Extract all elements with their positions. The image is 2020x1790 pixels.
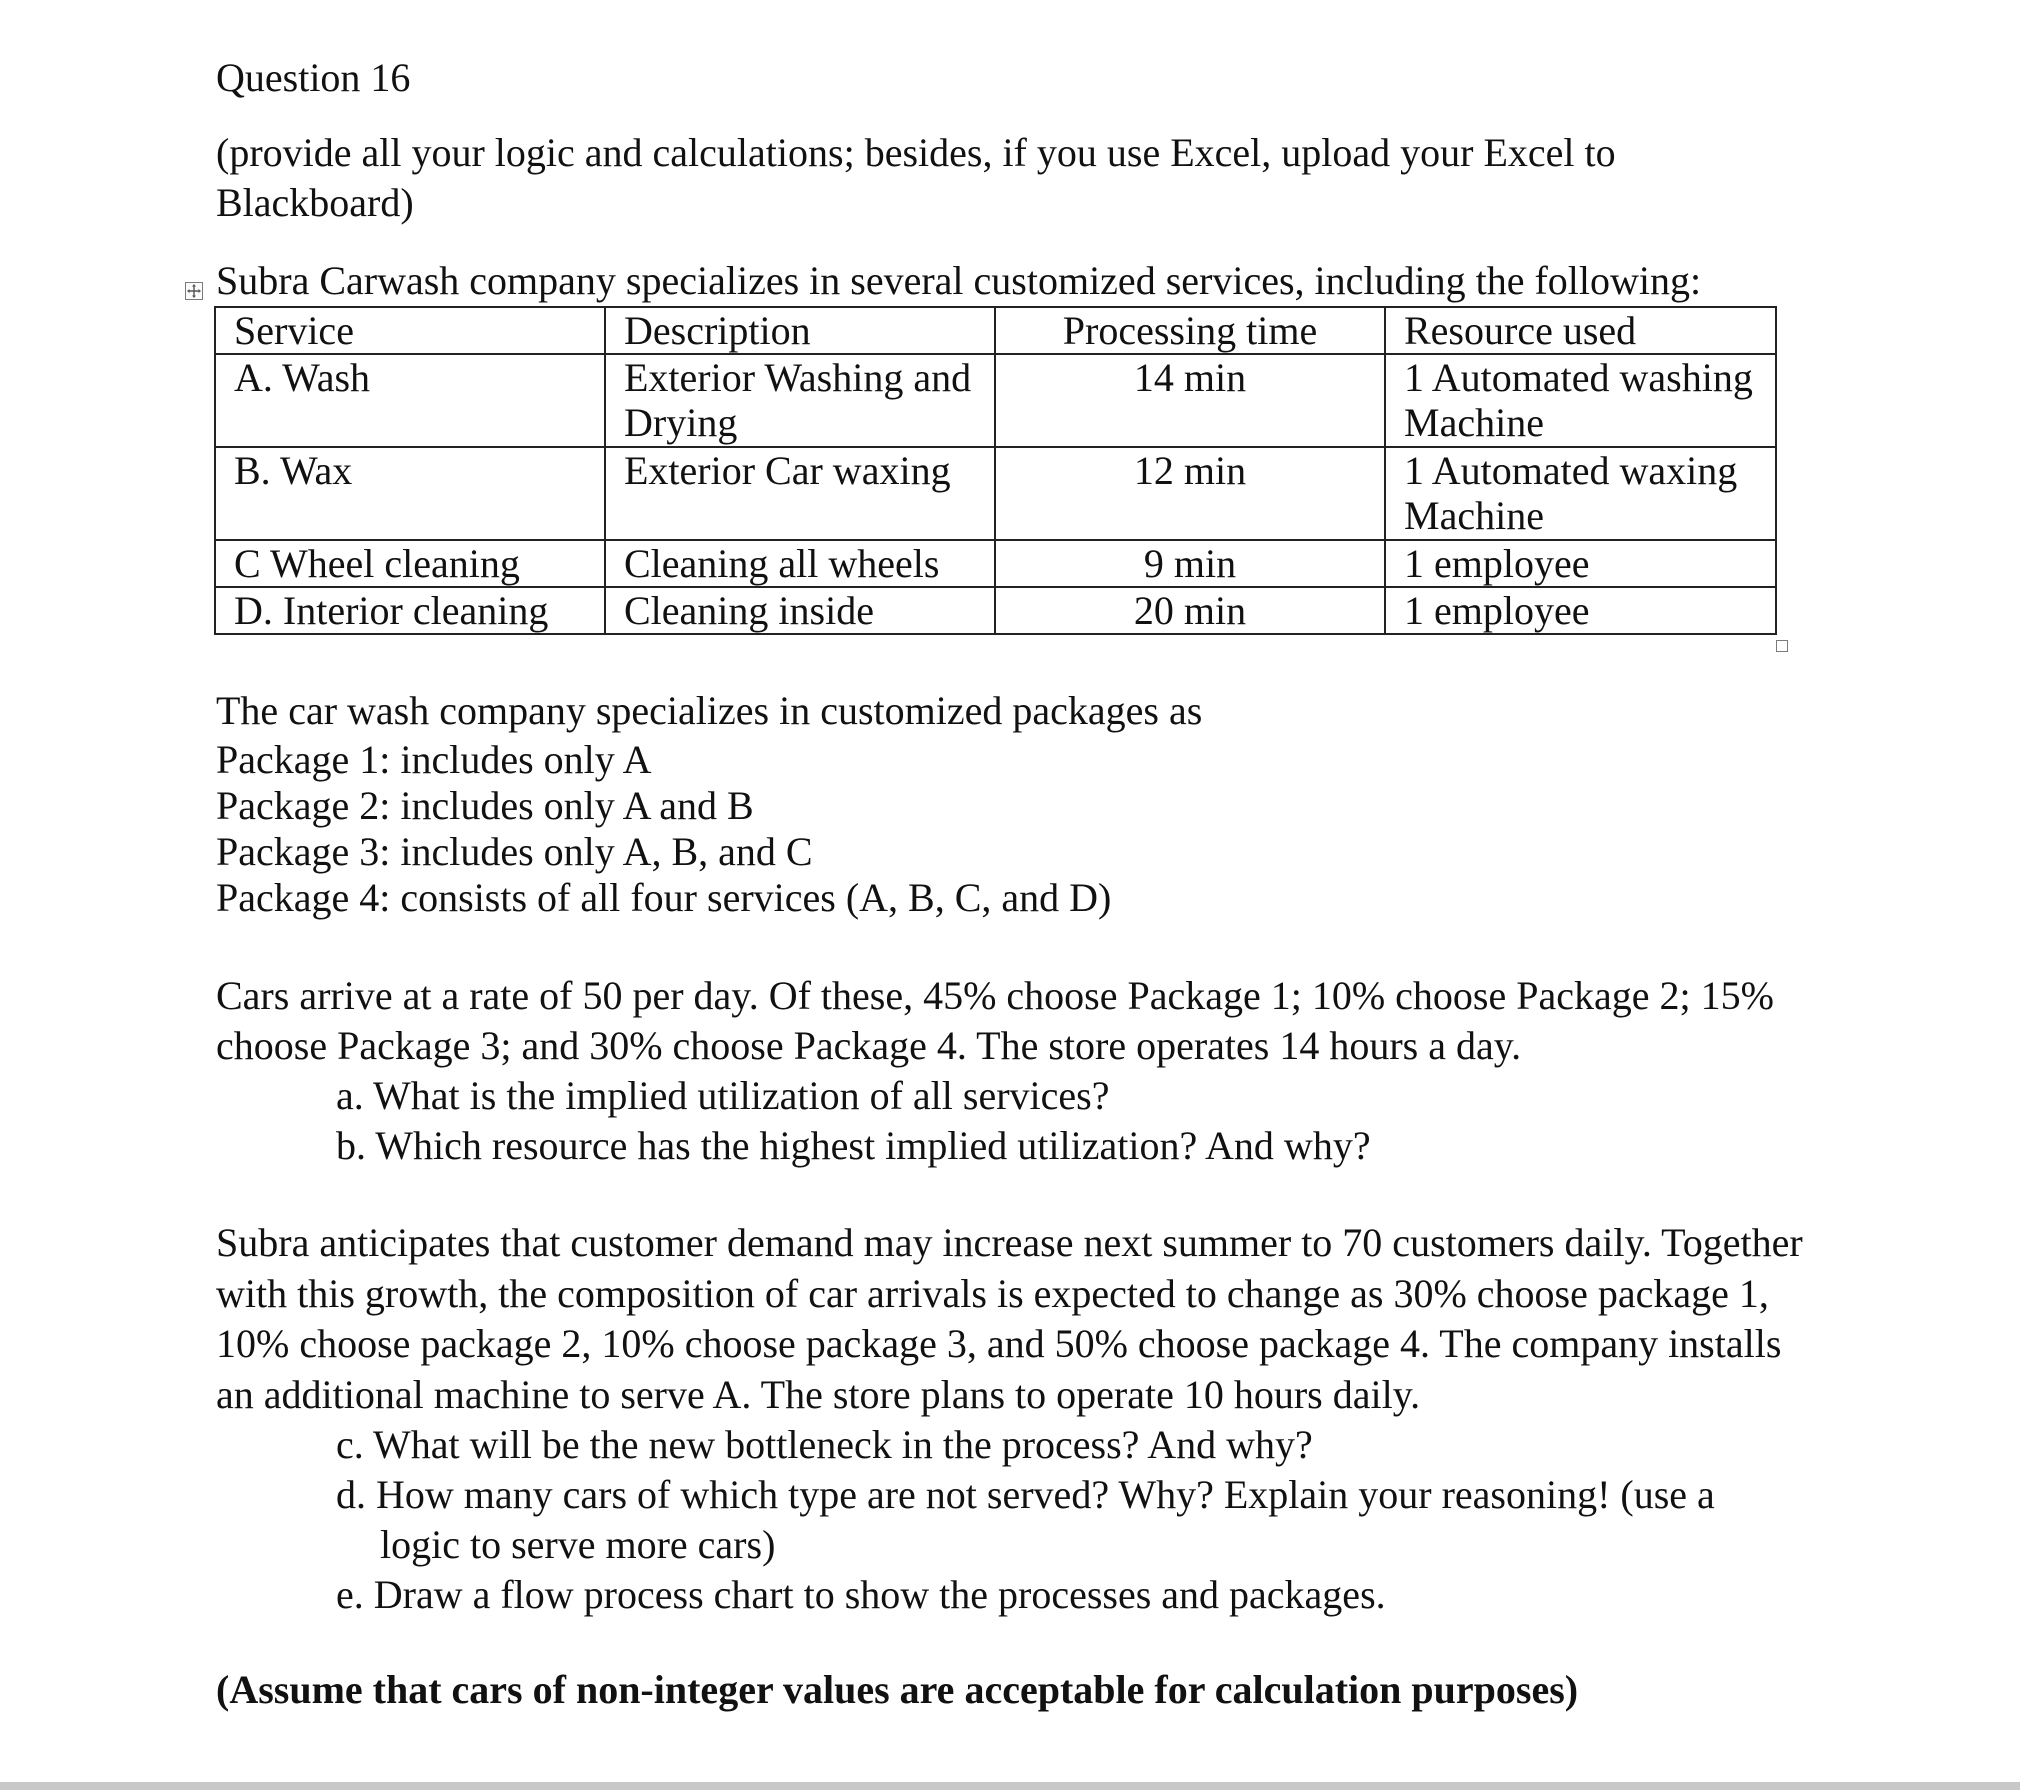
assumption-note: (Assume that cars of non-integer values are acceptable for calculation purposes) — [216, 1667, 1579, 1712]
table-move-handle-icon[interactable] — [185, 282, 203, 300]
list-item: Package 3: includes only A, B, and C — [216, 829, 813, 874]
cell-service: D. Interior cleaning — [215, 587, 605, 634]
cell-time: 20 min — [995, 587, 1385, 634]
intro-text: Subra Carwash company specializes in several customized services, including the following: — [216, 258, 1702, 303]
cell-resource: 1 Automated waxing Machine — [1385, 447, 1776, 540]
cell-time: 12 min — [995, 447, 1385, 540]
list-item: c. What will be the new bottleneck in the process? And why? — [336, 1422, 1313, 1467]
cell-description: Cleaning all wheels — [605, 540, 995, 587]
table-header-row — [215, 307, 1776, 354]
questions-1-list — [336, 1071, 1371, 1171]
scenario-1-text: Cars arrive at a rate of 50 per day. Of these, 45% choose Package 1; 10% choose Package 2; 15% choose Package 3; and 30% choose Package 4. The store operates 14 hours a day. — [216, 973, 1774, 1068]
cell-description: Exterior Car waxing — [605, 447, 995, 540]
scenario-2-text: Subra anticipates that customer demand may increase next summer to 70 customers daily. Together with this growth, the composition of car arrivals is expected to change as 30% choose package 1, 10% choose package 2, 10% choose package 3, and 50% choose package 4. The company installs an additional machine to serve A. The store plans to operate 10 hours daily. — [216, 1220, 1803, 1417]
questions-2-list — [336, 1420, 1736, 1620]
services-table — [214, 306, 1777, 635]
table-row — [215, 587, 1776, 634]
packages-intro-text: The car wash company specializes in customized packages as — [216, 688, 1203, 733]
list-item: Package 4: consists of all four services (A, B, C, and D) — [216, 875, 1112, 920]
list-item: d. How many cars of which type are not served? Why? Explain your reasoning! (use a logic to serve more cars) — [336, 1472, 1715, 1567]
table-row — [215, 447, 1776, 540]
window-bottom-border — [0, 1782, 2020, 1790]
list-item: Package 2: includes only A and B — [216, 783, 754, 828]
cell-time: 9 min — [995, 540, 1385, 587]
cell-service: C Wheel cleaning — [215, 540, 605, 587]
header-description: Description — [605, 307, 995, 354]
table-row — [215, 540, 1776, 587]
table-resize-handle-icon[interactable] — [1776, 640, 1788, 652]
package-list — [216, 737, 1111, 921]
cell-description: Cleaning inside — [605, 587, 995, 634]
instructions-text: (provide all your logic and calculations; besides, if you use Excel, upload your Excel to Blackboard) — [216, 130, 1616, 225]
header-service: Service — [215, 307, 605, 354]
list-item: Package 1: includes only A — [216, 737, 652, 782]
cell-description: Exterior Washing and Drying — [605, 354, 995, 447]
cell-service: B. Wax — [215, 447, 605, 540]
table-row — [215, 354, 1776, 447]
list-item: e. Draw a flow process chart to show the processes and packages. — [336, 1572, 1386, 1617]
cell-resource: 1 Automated washing Machine — [1385, 354, 1776, 447]
header-processing-time: Processing time — [995, 307, 1385, 354]
cell-time: 14 min — [995, 354, 1385, 447]
header-resource-used: Resource used — [1385, 307, 1776, 354]
list-item: a. What is the implied utilization of all services? — [336, 1073, 1110, 1118]
cell-resource: 1 employee — [1385, 587, 1776, 634]
question-title: Question 16 — [216, 55, 411, 100]
cell-service: A. Wash — [215, 354, 605, 447]
list-item: b. Which resource has the highest implied utilization? And why? — [336, 1123, 1371, 1168]
cell-resource: 1 employee — [1385, 540, 1776, 587]
